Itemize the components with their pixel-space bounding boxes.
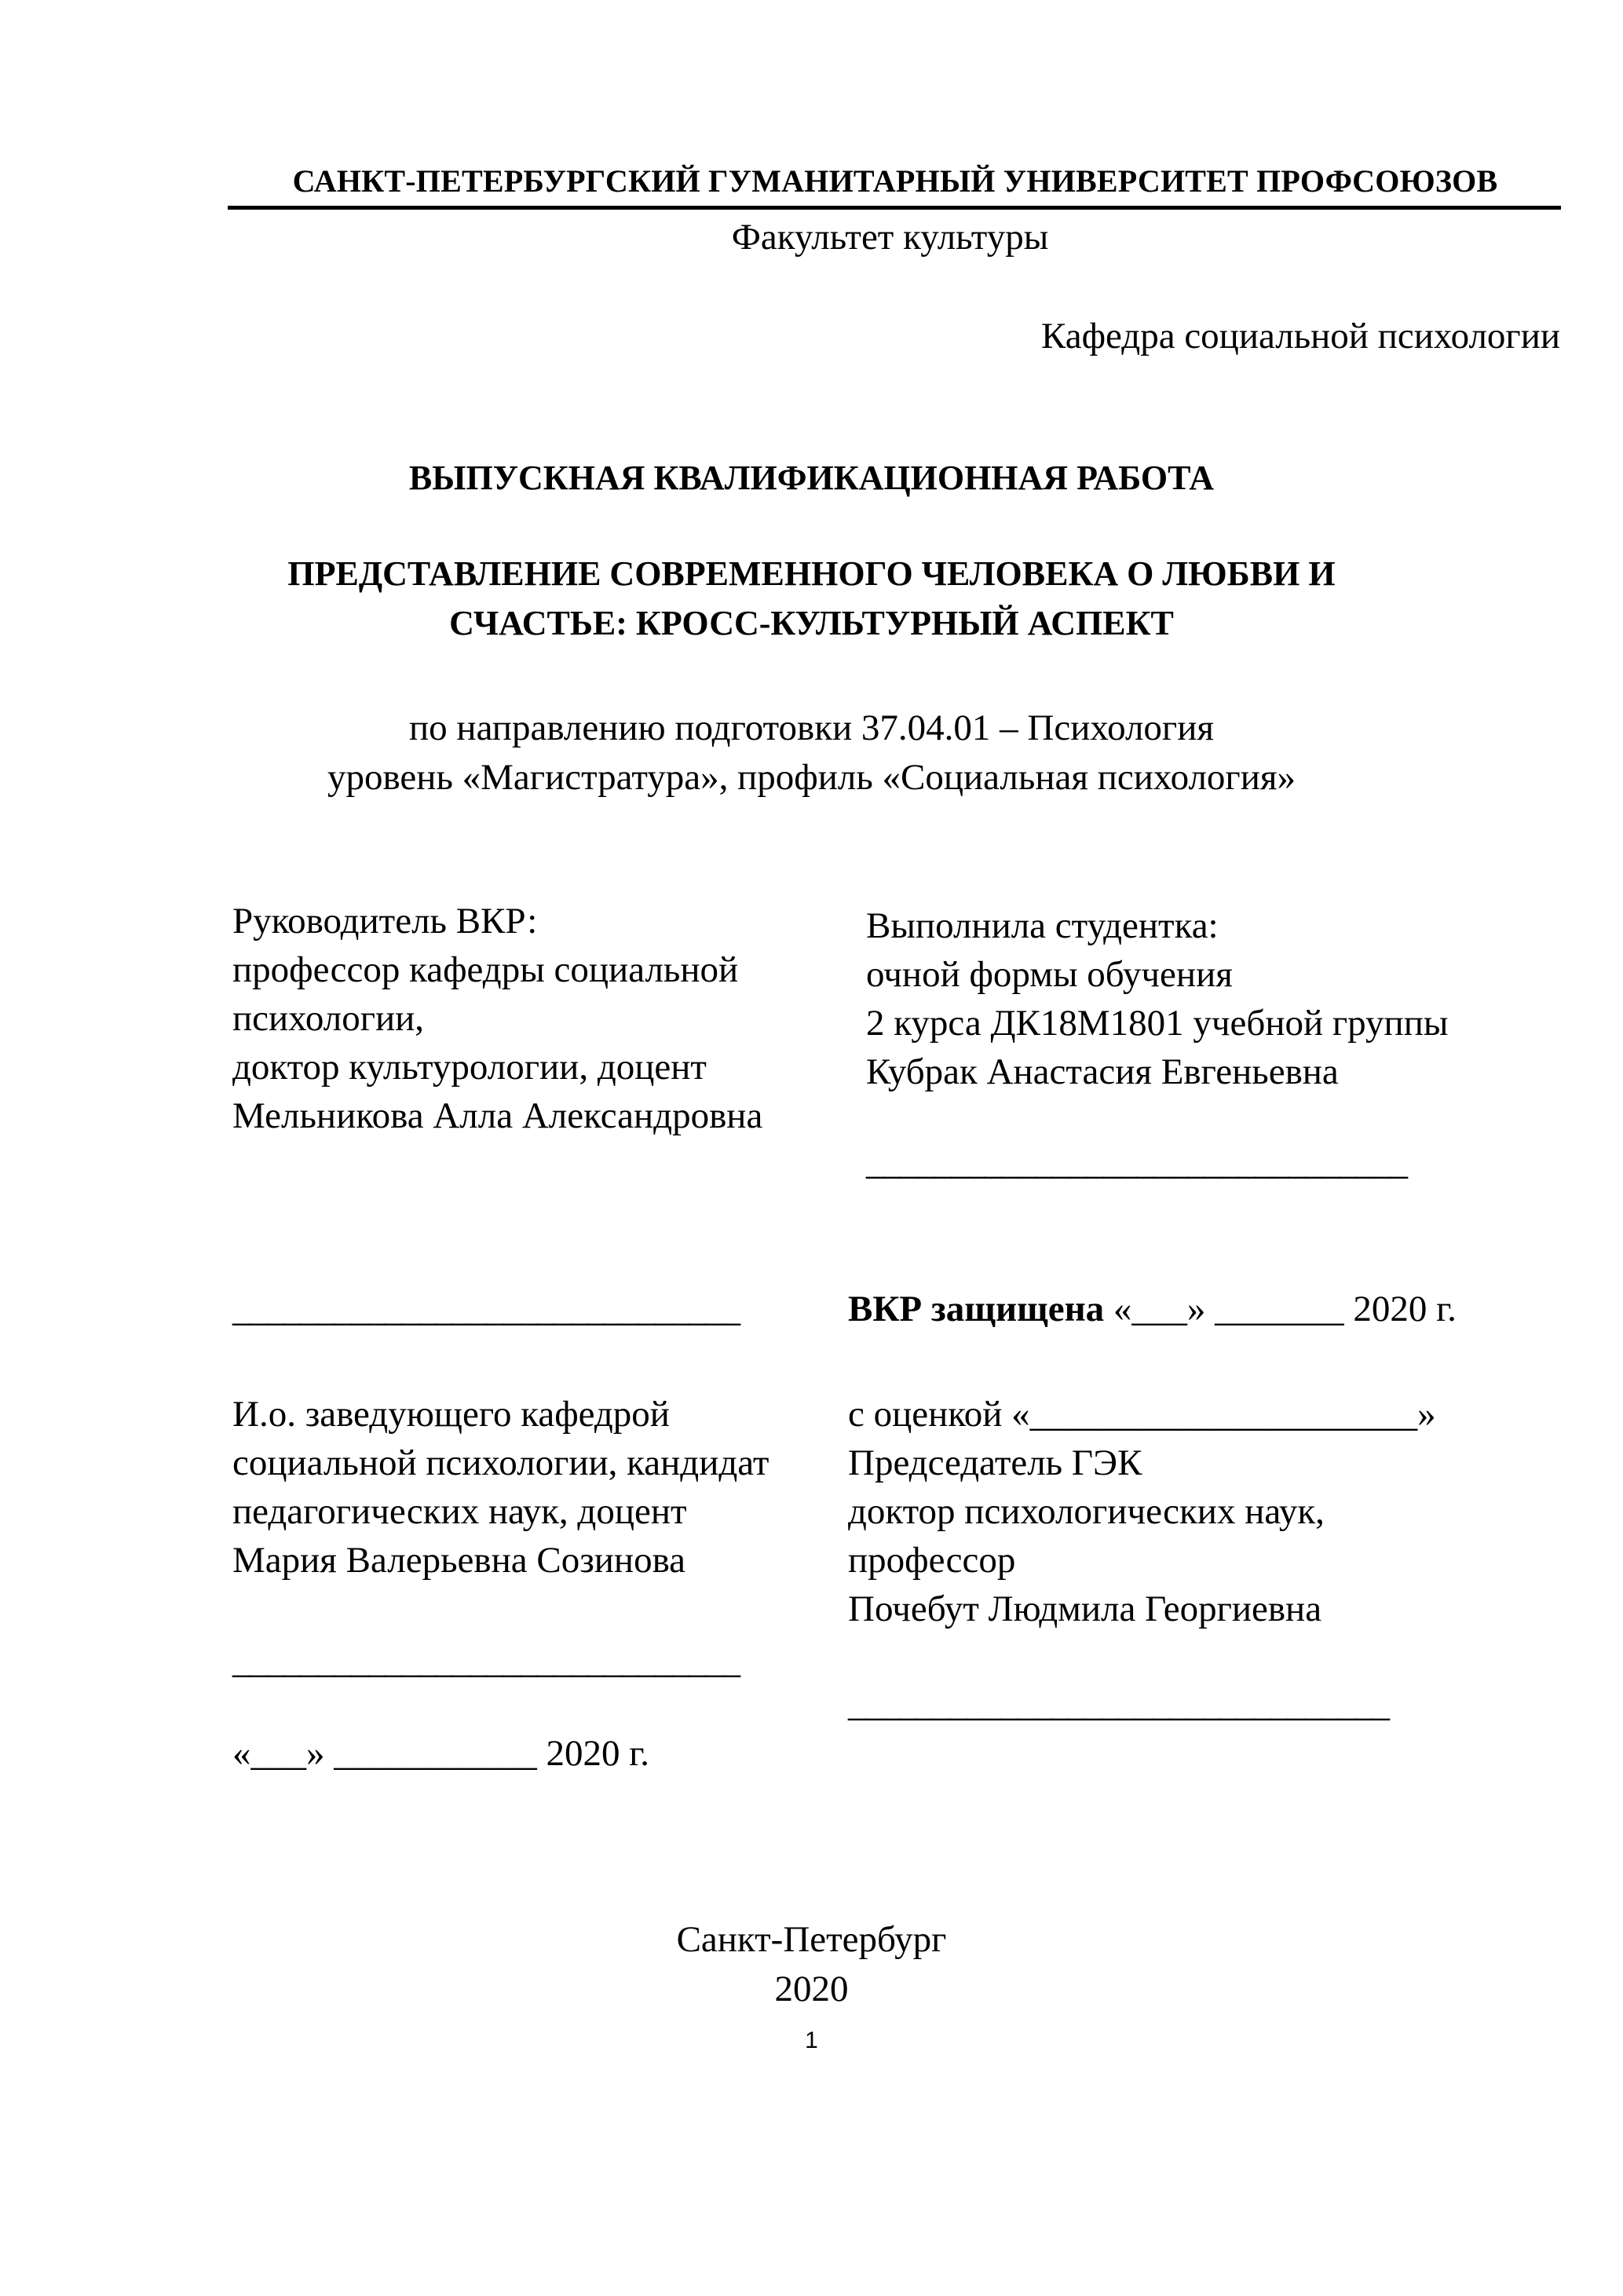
defense-label: ВКР защищена bbox=[848, 1289, 1105, 1329]
head-line: социальной психологии, кандидат bbox=[232, 1442, 769, 1483]
student-line: 2 курса ДК18М1801 учебной группы bbox=[866, 1003, 1449, 1044]
chair-signature-line: ________________________________ bbox=[848, 1684, 1388, 1724]
head-of-department-block bbox=[232, 1390, 769, 1585]
head-line: И.о. заведующего кафедрой bbox=[232, 1394, 670, 1435]
defense-date: «___» _______ 2020 г. bbox=[1113, 1289, 1457, 1329]
grade-line: с оценкой «_____________________» bbox=[848, 1394, 1436, 1435]
supervisor-name: Мельникова Алла Александровна bbox=[232, 1095, 763, 1136]
direction-line-1: по направлению подготовки 37.04.01 – Психология bbox=[409, 707, 1214, 748]
work-title-line-1: ПРЕДСТАВЛЕНИЕ СОВРЕМЕННОГО ЧЕЛОВЕКА О ЛЮБВИ И bbox=[287, 554, 1336, 593]
supervisor-line: профессор кафедры социальной bbox=[232, 949, 739, 990]
head-line: педагогических наук, доцент bbox=[232, 1491, 687, 1532]
header-rule bbox=[228, 206, 1561, 210]
chair-block bbox=[848, 1390, 1436, 1633]
chair-name: Почебут Людмила Георгиевна bbox=[848, 1589, 1322, 1629]
supervisor-signature-line: ______________________________ bbox=[232, 1289, 739, 1329]
department-name: Кафедра социальной психологии bbox=[1041, 316, 1560, 356]
student-signature-line: ________________________________ bbox=[866, 1142, 1406, 1183]
work-type: ВЫПУСКНАЯ КВАЛИФИКАЦИОННАЯ РАБОТА bbox=[408, 459, 1215, 497]
direction-line-2: уровень «Магистратура», профиль «Социальная психология» bbox=[327, 757, 1296, 798]
student-label: Выполнила студентка: bbox=[866, 905, 1219, 946]
university-name: САНКТ-ПЕТЕРБУРГСКИЙ ГУМАНИТАРНЫЙ УНИВЕРСИТЕТ ПРОФСОЮЗОВ bbox=[292, 163, 1498, 199]
head-name: Мария Валерьевна Созинова bbox=[232, 1540, 686, 1581]
chair-line: Председатель ГЭК bbox=[848, 1442, 1142, 1483]
page-number: 1 bbox=[805, 2027, 818, 2053]
year: 2020 bbox=[774, 1969, 849, 2009]
head-date-line: «___» ___________ 2020 г. bbox=[232, 1733, 649, 1774]
supervisor-line: психологии, bbox=[232, 998, 425, 1039]
student-line: очной формы обучения bbox=[866, 954, 1233, 995]
defense-line bbox=[848, 1285, 1457, 1333]
faculty-name: Факультет культуры bbox=[731, 217, 1049, 258]
head-signature-line: ______________________________ bbox=[232, 1640, 739, 1681]
supervisor-block bbox=[232, 897, 762, 1140]
chair-line: профессор bbox=[848, 1540, 1016, 1581]
student-name: Кубрак Анастасия Евгеньевна bbox=[866, 1051, 1339, 1092]
city: Санкт-Петербург bbox=[676, 1919, 947, 1960]
supervisor-label: Руководитель ВКР: bbox=[232, 901, 538, 941]
work-title-line-2: СЧАСТЬЕ: КРОСС-КУЛЬТУРНЫЙ АСПЕКТ bbox=[449, 604, 1174, 642]
chair-line: доктор психологических наук, bbox=[848, 1491, 1325, 1532]
student-block bbox=[866, 901, 1448, 1096]
supervisor-line: доктор культурологии, доцент bbox=[232, 1047, 707, 1088]
